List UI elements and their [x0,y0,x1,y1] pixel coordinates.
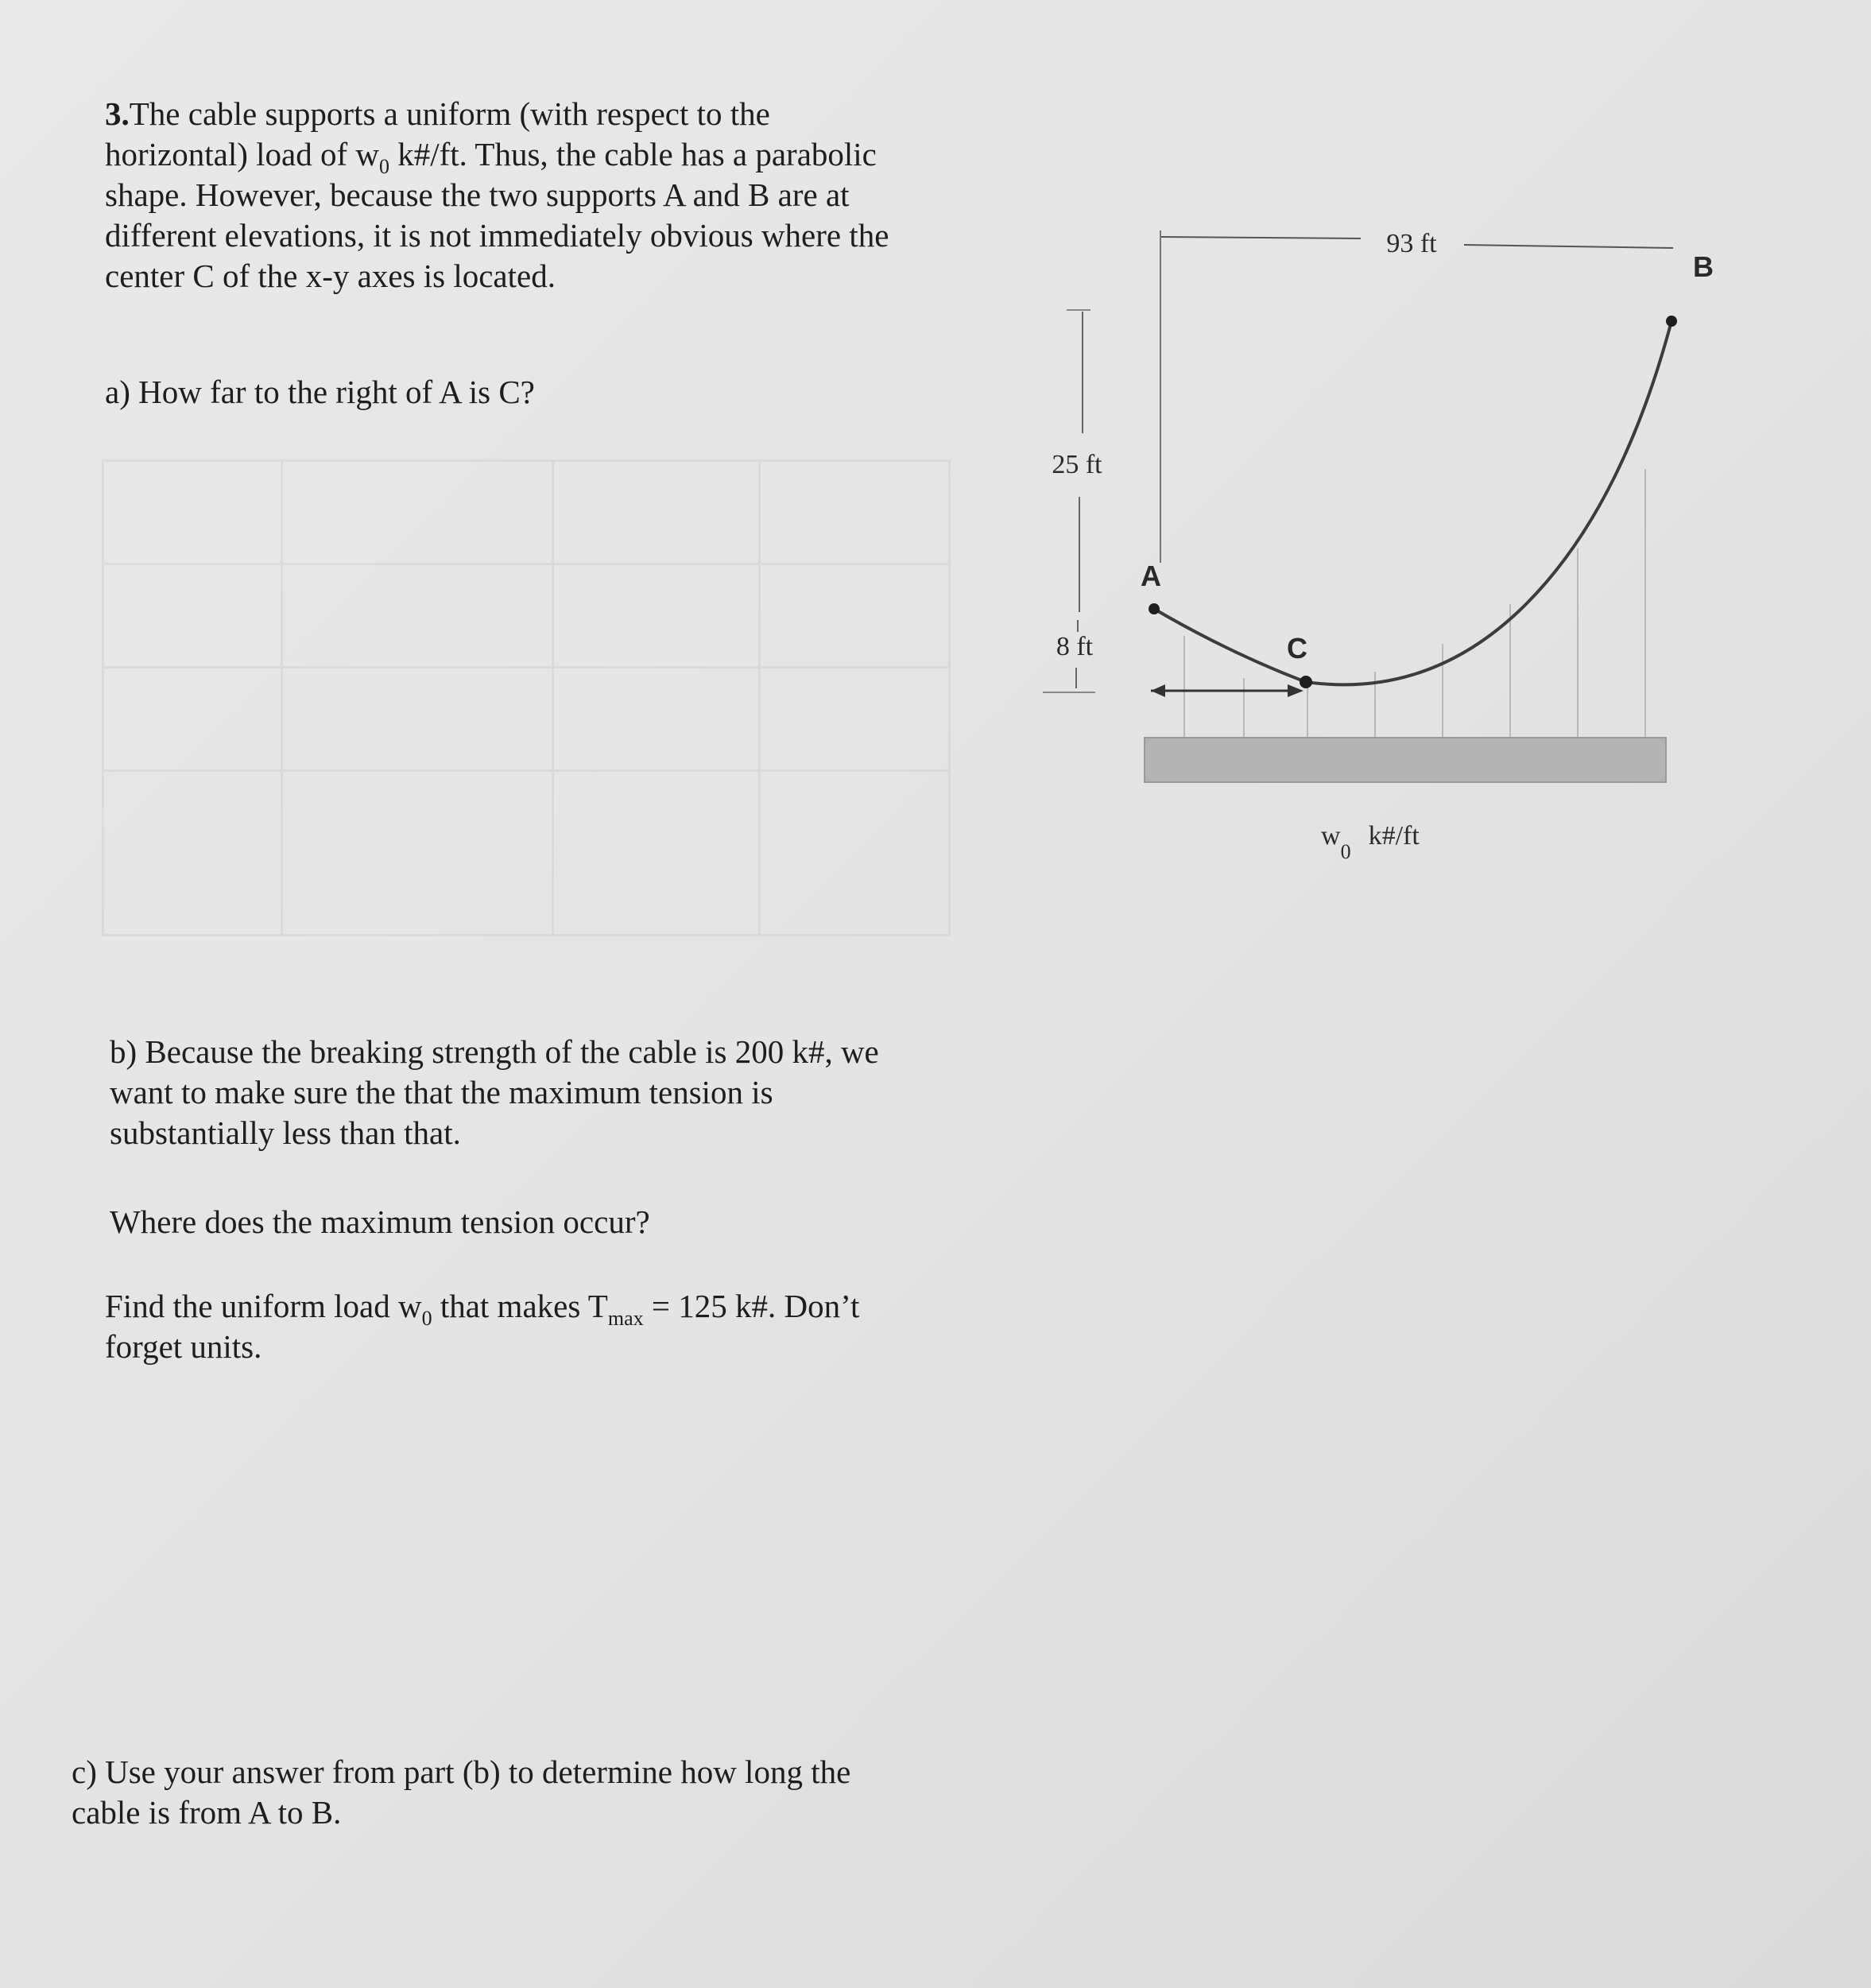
point-b-label: B [1693,250,1714,283]
load-label: $w_0k\#/ft$ [1321,821,1420,863]
span-label: 93 ft [1386,229,1437,258]
span-dimension-line-left [1160,237,1361,238]
support-a-dot [1149,603,1160,614]
vertex-c-dot [1300,676,1312,688]
support-b-dot [1666,316,1677,327]
arrow-right-head [1288,684,1304,697]
span-dimension-line-right [1464,245,1673,248]
cable-curve [1154,321,1672,684]
question-number: 3. [105,95,130,132]
question-intro: 3.The cable supports a uniform (with respect to the horizontal) load of $w_0$ k#/ft. Thus, the cable has a parabolic shape. However, because the two supports A and B are at different elevations, it is not immediately obvious where the center C of the x-y axes is located. [105,95,889,294]
ground-load-block [1145,738,1666,782]
part-c-question: c) Use your answer from part (b) to determine how long the cable is from A to B. [72,1754,851,1831]
load-lines [1184,469,1645,738]
part-b-where-question: Where does the maximum tension occur? [110,1203,650,1240]
arrow-left-head [1151,684,1165,697]
point-a-label: A [1141,560,1161,592]
part-b-question: b) Because the breaking strength of the cable is 200 k#, we want to make sure the that the maximum tension is substantially less than that. [110,1033,879,1151]
height-label: 25 ft [1052,450,1102,479]
sag-label: 8 ft [1056,632,1094,661]
part-a-question: a) How far to the right of A is C? [105,374,535,410]
point-c-label: C [1287,632,1307,665]
part-b-find-question: Find the uniform load $w_0$ that makes $T_{max} = 125$ k#. Don’t forget units. [105,1288,860,1365]
